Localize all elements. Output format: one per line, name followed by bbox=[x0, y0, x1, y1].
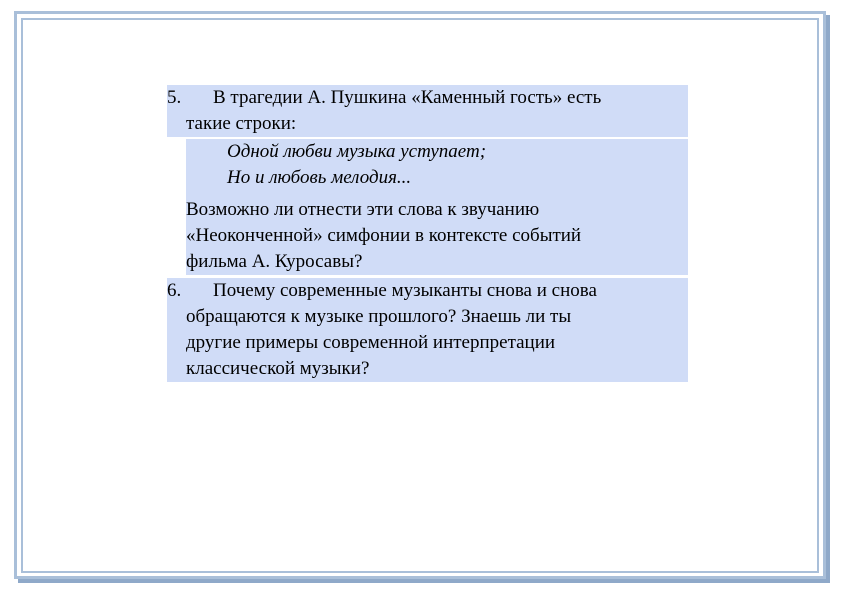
question-5-question-line-1: Возможно ли отнести эти слова к звучанию bbox=[186, 199, 540, 220]
question-6-body bbox=[167, 304, 688, 382]
pushkin-quote bbox=[186, 139, 688, 191]
question-5-body bbox=[186, 139, 688, 275]
question-6-line-3: другие примеры современной интерпретации bbox=[186, 332, 556, 353]
question-list bbox=[167, 85, 688, 382]
question-6-line-4: классической музыки? bbox=[186, 358, 370, 379]
question-6-header bbox=[167, 278, 688, 304]
question-6-number: 6. bbox=[167, 280, 182, 301]
question-5-question bbox=[186, 197, 688, 275]
question-5-intro bbox=[167, 85, 688, 137]
question-5-question-line-3: фильма А. Куросавы? bbox=[186, 251, 363, 272]
question-6-line-1: Почему современные музыканты снова и снова bbox=[213, 280, 597, 301]
question-5-line-2: такие строки: bbox=[186, 113, 297, 134]
question-5-line-1: В трагедии А. Пушкина «Каменный гость» есть bbox=[213, 87, 602, 108]
quote-line-1: Одной любви музыка уступает; bbox=[227, 141, 487, 162]
quote-line-2: Но и любовь мелодия... bbox=[227, 167, 412, 188]
frame-shadow-bottom bbox=[18, 579, 830, 583]
question-6-line-2: обращаются к музыке прошлого? Знаешь ли ты bbox=[186, 306, 572, 327]
question-5-header bbox=[167, 85, 688, 137]
question-6-intro bbox=[167, 278, 688, 304]
question-5-number: 5. bbox=[167, 87, 182, 108]
frame-shadow-right bbox=[826, 15, 830, 583]
question-5-question-line-2: «Неоконченной» симфонии в контексте событий bbox=[186, 225, 582, 246]
